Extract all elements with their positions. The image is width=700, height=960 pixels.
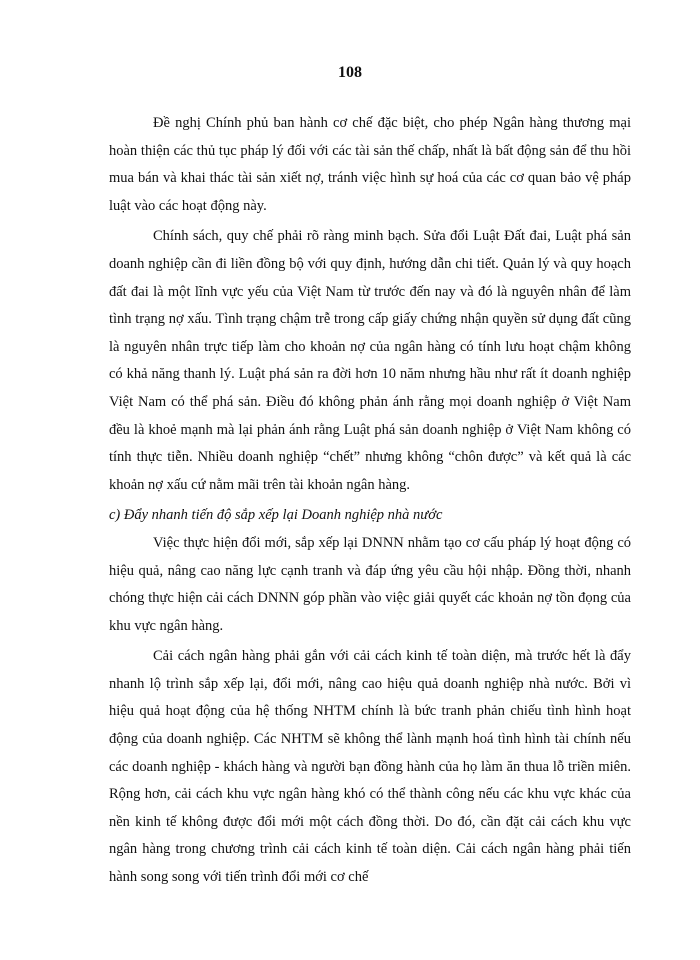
paragraph: Đề nghị Chính phủ ban hành cơ chế đặc biệt, cho phép Ngân hàng thương mại hoàn thiện các thủ tục pháp lý đối với các tài sản thế chấp, nhất là bất động sản để thu hồi mua bán và khai thác tài sản xiết nợ, tránh việc hình sự hoá của các cơ quan bảo vệ pháp luật vào các hoạt động này. [109, 115, 631, 214]
page-number: 108 [338, 64, 362, 81]
paragraph: Chính sách, quy chế phải rõ ràng minh bạch. Sửa đổi Luật Đất đai, Luật phá sản doanh nghiệp cần đi liền đồng bộ với quy định, hướng dẫn chi tiết. Quản lý và quy hoạch đất đai là một lĩnh vực yếu của Việt Nam từ trước đến nay và đó là nguyên nhân để làm tình trạng nợ xấu. Tình trạng chậm trễ trong cấp giấy chứng nhận quyền sử dụng đất cũng là nguyên nhân trực tiếp làm cho khoản nợ của ngân hàng có tính lưu hoạt chậm không có khả năng thanh lý. Luật phá sản ra đời hơn 10 năm nhưng hầu như rất ít doanh nghiệp Việt Nam có thể phá sản. Điều đó không phản ánh rằng mọi doanh nghiệp ở Việt Nam đều là khoẻ mạnh mà lại phản ánh rằng Luật phá sản doanh nghiệp ở Việt Nam không có tính thực tiễn. Nhiều doanh nghiệp “chết” nhưng không “chôn được” và kết quả là các khoản nợ xấu cứ nằm mãi trên tài khoản ngân hàng. [109, 228, 631, 493]
paragraph: Cải cách ngân hàng phải gắn với cải cách kinh tế toàn diện, mà trước hết là đẩy nhanh lộ trình sắp xếp lại, đổi mới, nâng cao hiệu quả doanh nghiệp nhà nước. Bởi vì hiệu quả hoạt động của hệ thống NHTM chính là bức tranh phản chiếu tình hình hoạt động của doanh nghiệp. Các NHTM sẽ không thể lành mạnh hoá tình hình tài chính nếu các doanh nghiệp - khách hàng và người bạn đồng hành của họ làm ăn thua lỗ triền miên. Rộng hơn, cải cách khu vực ngân hàng khó có thể thành công nếu các khu vực khác của nền kinh tế không được đổi mới một cách đồng thời. Do đó, cần đặt cải cách khu vực ngân hàng trong chương trình cải cách kinh tế toàn diện. Cải cách ngân hàng phải tiến hành song song với tiến trình đổi mới cơ chế [109, 648, 631, 886]
document-body [109, 110, 631, 892]
section-heading: c) Đẩy nhanh tiến độ sắp xếp lại Doanh nghiệp nhà nước [109, 507, 443, 524]
paragraph: Việc thực hiện đổi mới, sắp xếp lại DNNN nhằm tạo cơ cấu pháp lý hoạt động có hiệu quả, nâng cao năng lực cạnh tranh và đáp ứng yêu cầu hội nhập. Đồng thời, nhanh chóng thực hiện cải cách DNNN góp phần vào việc giải quyết các khoản nợ tồn đọng của khu vực ngân hàng. [109, 534, 631, 634]
